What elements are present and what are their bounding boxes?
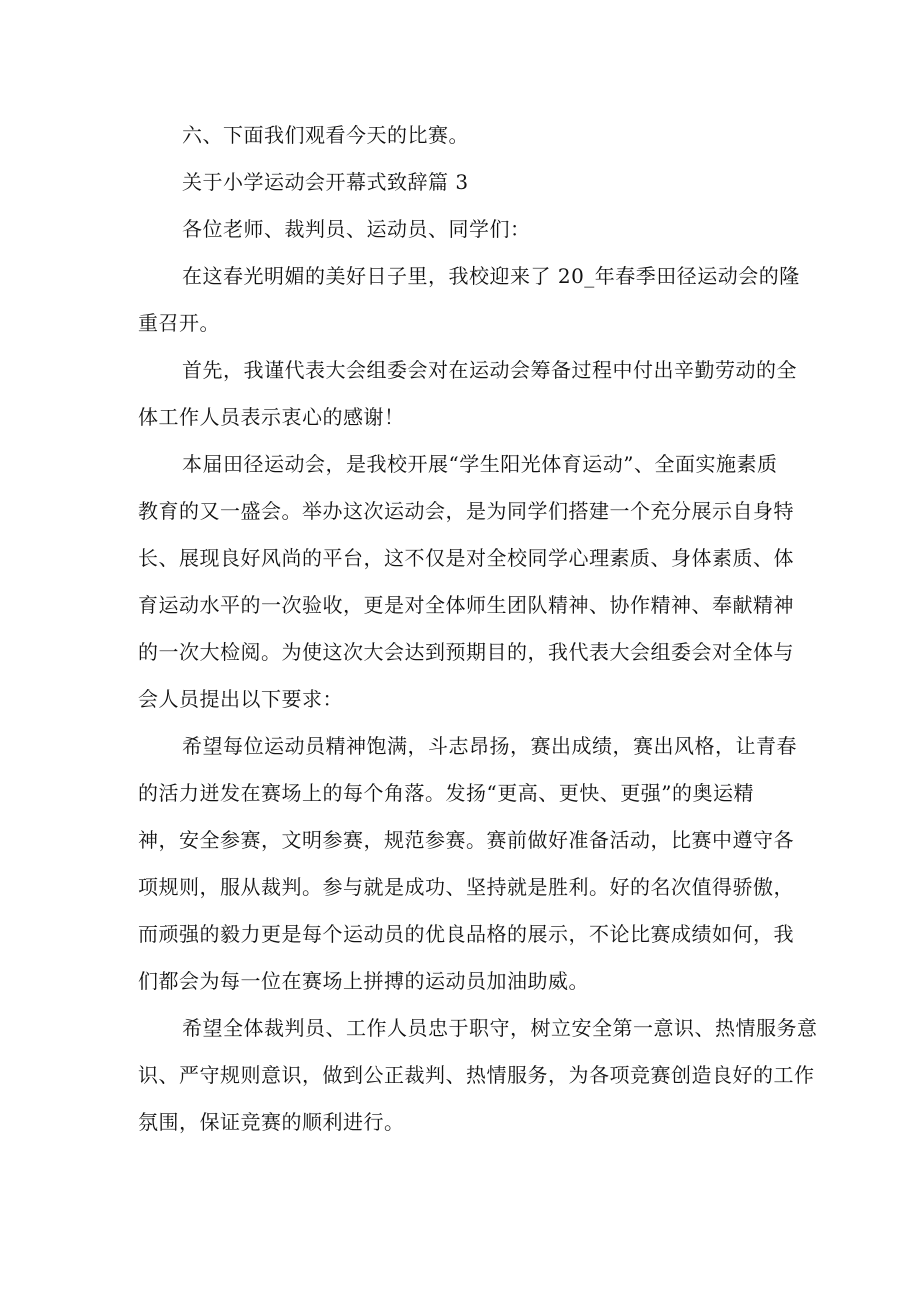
text-line: 重召开。 [138, 311, 220, 335]
text-line: 识、严守规则意识，做到公正裁判、热情服务，为各项竞赛创造良好的工作 [138, 1063, 815, 1087]
paragraph-thanks [138, 347, 797, 441]
text-line: 育运动水平的一次验收，更是对全体师生团队精神、协作精神、奉献精神 [138, 593, 794, 617]
text-line: 神，安全参赛，文明参赛，规范参赛。赛前做好准备活动，比赛中遵守各 [138, 828, 794, 852]
text-line: 希望每位运动员精神饱满，斗志昂扬，赛出成绩，赛出风格，让青春 [182, 734, 797, 758]
paragraph-athletes [138, 723, 797, 1005]
text-line: 各位老师、裁判员、运动员、同学们： [182, 217, 531, 241]
paragraph-closing-item [138, 112, 788, 159]
paragraph-referees [138, 1005, 818, 1146]
text-line: 的活力迸发在赛场上的每个角落。发扬“更高、更快、更强”的奥运精 [138, 781, 754, 805]
text-line: 会人员提出以下要求： [138, 687, 343, 711]
text-line: 而顽强的毅力更是每个运动员的优良品格的展示，不论比赛成绩如何，我 [138, 922, 794, 946]
text-line: 体工作人员表示衷心的感谢！ [138, 405, 405, 429]
text-line: 的一次大检阅。为使这次大会达到预期目的，我代表大会组委会对全体与 [138, 640, 794, 664]
text-line: 们都会为每一位在赛场上拼搏的运动员加油助威。 [138, 969, 589, 993]
document-body [138, 112, 818, 1146]
paragraph-opening [138, 253, 800, 347]
text-line: 六、下面我们观看今天的比赛。 [182, 123, 469, 147]
text-line: 本届田径运动会，是我校开展“学生阳光体育运动”、全面实施素质 [182, 452, 778, 476]
text-line: 关于小学运动会开幕式致辞篇 3 [182, 170, 469, 194]
paragraph-purpose [138, 441, 794, 723]
text-line: 首先，我谨代表大会组委会对在运动会筹备过程中付出辛勤劳动的全 [182, 358, 797, 382]
text-line: 教育的又一盛会。举办这次运动会，是为同学们搭建一个充分展示自身特 [138, 499, 794, 523]
text-line: 希望全体裁判员、工作人员忠于职守，树立安全第一意识、热情服务意 [182, 1016, 818, 1040]
text-line: 长、展现良好风尚的平台，这不仅是对全校同学心理素质、身体素质、体 [138, 546, 794, 570]
paragraph-salutation [138, 206, 788, 253]
text-line: 氛围，保证竞赛的顺利进行。 [138, 1110, 405, 1134]
text-line: 项规则，服从裁判。参与就是成功、坚持就是胜利。好的名次值得骄傲， [138, 875, 794, 899]
paragraph-heading [138, 159, 788, 206]
text-line: 在这春光明媚的美好日子里，我校迎来了 20_年春季田径运动会的隆 [182, 264, 800, 288]
